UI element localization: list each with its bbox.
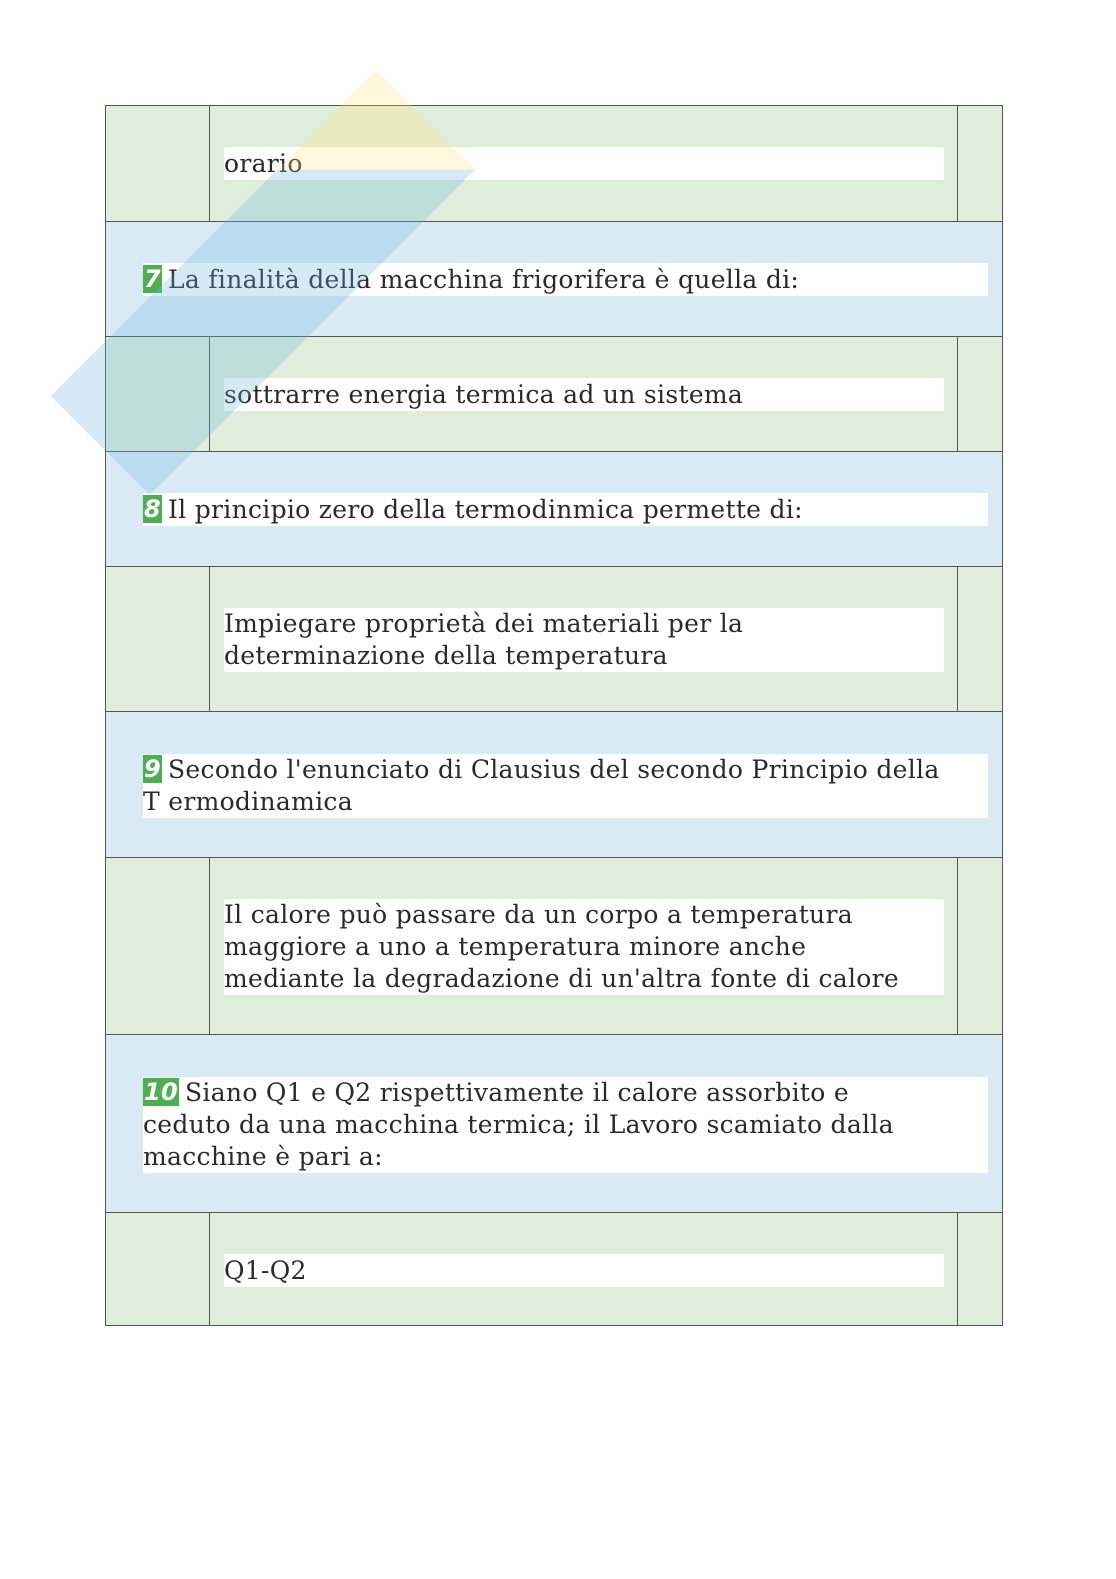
question-row (106, 451, 1002, 566)
question-number-badge: 7 (144, 265, 161, 293)
answer-text (224, 899, 944, 995)
answer-line: Il calore può passare da un corpo a temperatura (224, 900, 853, 929)
answer-line: maggiore a uno a temperatura minore anche (224, 932, 807, 961)
answer-line: Q1-Q2 (224, 1256, 307, 1285)
answer-text (224, 378, 944, 411)
question-row (106, 711, 1002, 857)
question-line: ceduto da una macchina termica; il Lavoro scamiato dalla (143, 1110, 894, 1139)
answer-row (106, 566, 1002, 711)
question-number-badge: 8 (144, 495, 161, 523)
question-line: Il principio zero della termodinmica permette di: (168, 495, 803, 524)
question-number-badge: 10 (144, 1078, 178, 1106)
question-text (143, 1077, 988, 1173)
answer-text (224, 608, 944, 672)
quiz-table (105, 105, 1003, 1326)
answer-line: Impiegare proprietà dei materiali per la (224, 609, 744, 638)
answer-line: determinazione della temperatura (224, 641, 668, 670)
question-line: La finalità della macchina frigorifera è quella di: (168, 265, 800, 294)
answer-row (106, 336, 1002, 451)
answer-row (106, 1212, 1002, 1325)
question-text (143, 754, 988, 818)
question-text (143, 493, 988, 526)
question-line: 9 Secondo l'enunciato di Clausius del secondo Principio della (144, 755, 940, 784)
question-line: 10 Siano Q1 e Q2 rispettivamente il calore assorbito e (144, 1078, 849, 1107)
question-line: macchine è pari a: (143, 1142, 383, 1171)
answer-text (224, 1254, 944, 1287)
answer-line: sottrarre energia termica ad un sistema (224, 380, 744, 409)
answer-line: mediante la degradazione di un'altra fonte di calore (224, 964, 899, 993)
answer-row (106, 857, 1002, 1034)
question-line: T ermodinamica (143, 787, 353, 816)
answer-text (224, 147, 944, 180)
question-text (143, 263, 988, 296)
question-number-badge: 9 (144, 755, 161, 783)
answer-line: orario (224, 149, 303, 178)
question-row (106, 1034, 1002, 1212)
question-row (106, 221, 1002, 336)
answer-row (106, 106, 1002, 221)
